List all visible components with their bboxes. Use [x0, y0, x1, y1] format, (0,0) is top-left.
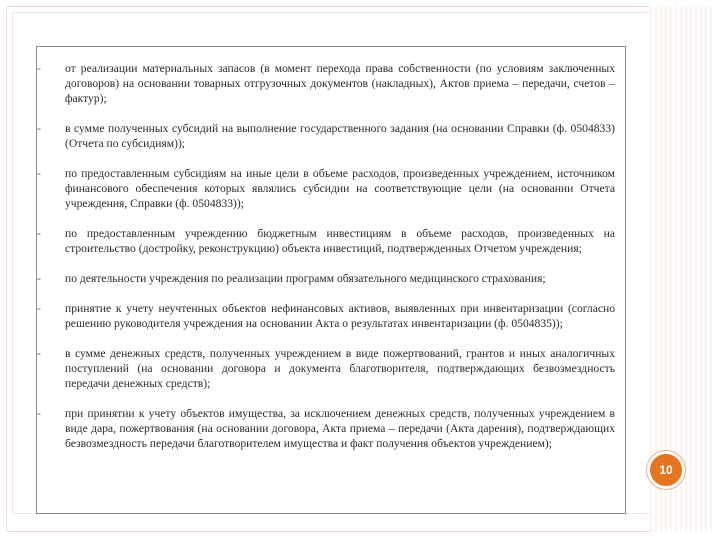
list-item: - по деятельности учреждения по реализации программ обязательного медицинского страхования;: [37, 271, 625, 286]
list-item: - в сумме полученных субсидий на выполнение государственного задания (на основании Справки (ф. 0504833) (Отчета по субсидиям));: [37, 121, 625, 151]
list-item: - по предоставленным учреждению бюджетным инвестициям в объеме расходов, произведенных на строительство (достройку, реконструкцию) объекта инвестиций, подтвержденных Отчетом учреждения;: [37, 226, 625, 256]
bullet-list: [37, 61, 625, 466]
list-item: - принятие к учету неучтенных объектов нефинансовых активов, выявленных при инвентаризации (согласно решению руководителя учреждения на основании Акта о результатах инвентаризации (ф. 0504835));: [37, 301, 625, 331]
list-item: - от реализации материальных запасов (в момент перехода права собственности (по условиям заключенных договоров) на основании товарных отгрузочных документов (накладных), Актов приема – передачи, счетов – фактур);: [37, 61, 625, 106]
list-item: - в сумме денежных средств, полученных учреждением в виде пожертвований, грантов и иных аналогичных поступлений (на основании договора и документа благотворителя, подтверждающих безвозмездность передачи денежных средств);: [37, 346, 625, 391]
page-number-badge: 10: [647, 451, 685, 489]
list-item: - по предоставленным субсидиям на иные цели в объеме расходов, произведенных учреждением, источником финансового обеспечения которых являлись субсидии на соответствующие цели (на основании Отчета учреждения, Справки (ф. 0504833));: [37, 166, 625, 211]
content-box: [36, 46, 626, 514]
list-item: - при принятии к учету объектов имущества, за исключением денежных средств, полученных учреждением в виде дара, пожертвования (на основании договора, Акта приема – передачи (Акта дарения), подтверждающих безвозмездность передачи благотворителем имущества и факт получения объектов учреждением);: [37, 406, 625, 451]
